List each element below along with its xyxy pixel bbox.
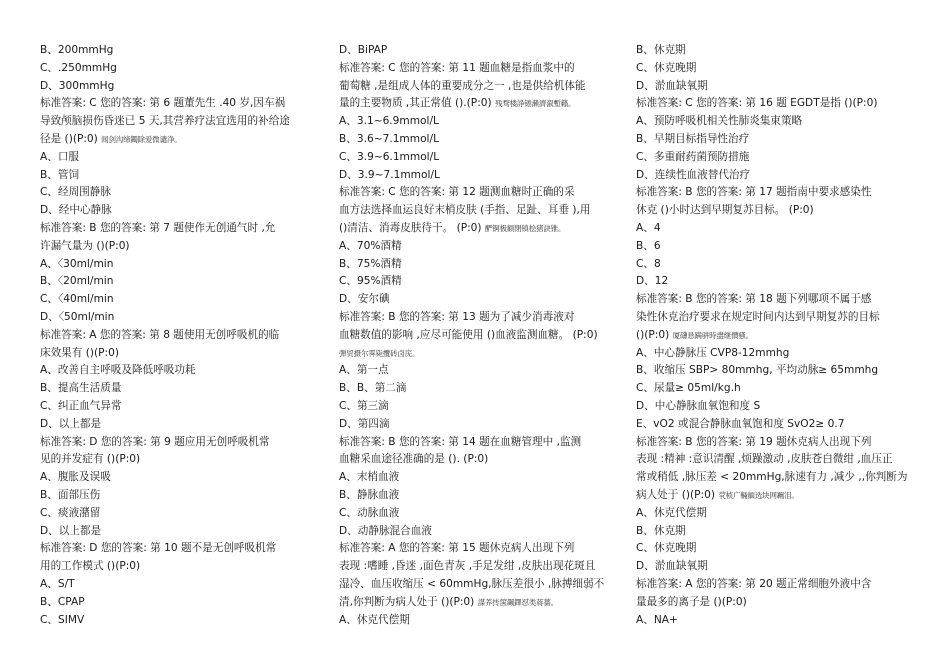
text-line (40, 327, 318, 345)
line-text: 病人处于 ()(P:0) (636, 488, 715, 501)
text-line (339, 256, 617, 274)
text-line (339, 416, 617, 434)
line-text: A、4 (636, 221, 661, 234)
text-line (636, 78, 914, 96)
line-text: 量的主要物质 ,其正常值 ().(P:0) (339, 97, 492, 110)
text-line (339, 505, 617, 523)
line-text: 表现 :嗜睡 ,昏迷 ,面色青灰 ,手足发绀 ,皮肤出现花斑且 (339, 560, 596, 573)
line-text: A、〈30ml/min (40, 257, 114, 270)
text-line (339, 451, 617, 469)
text-line (339, 523, 617, 541)
line-text: D、BiPAP (339, 44, 388, 56)
text-line (636, 416, 914, 434)
line-text: 导致颅脑损伤昏迷已 5 天,其营养疗法宜选用的补给途 (40, 115, 290, 128)
line-text: B、休克期 (636, 524, 686, 537)
text-line (339, 576, 617, 594)
text-line (40, 202, 318, 220)
line-text: C、痰液潴留 (40, 506, 101, 519)
line-text: A、中心静脉压 CVP8-12mmhg (636, 346, 790, 359)
text-line (636, 523, 914, 541)
line-text: 标准答案: A 您的答案: 第 8 题使用无创呼吸机的临 (40, 328, 280, 341)
line-text: A、口服 (40, 150, 80, 163)
line-text: B、管饲 (40, 168, 80, 181)
text-line (339, 149, 617, 167)
line-text: ()(P:0) (636, 328, 670, 341)
text-line (339, 380, 617, 398)
line-text: 血糖采血途径准确的是 (). (P:0) (339, 453, 489, 466)
text-line (636, 380, 914, 398)
text-line (40, 487, 318, 505)
line-text: 见的并发症有 ()(P:0) (40, 453, 141, 466)
line-text: A、改善自主呼吸及降低呼吸功耗 (40, 364, 196, 377)
text-line (339, 469, 617, 487)
text-line (339, 309, 617, 327)
text-line (636, 345, 914, 363)
text-line (339, 362, 617, 380)
line-text: C、休克晚期 (636, 542, 697, 555)
line-text: B、静脉血液 (339, 488, 400, 501)
line-text: A、3.1~6.9mmol/L (339, 115, 439, 128)
line-text: 量最多的离子是 ()(P:0) (636, 595, 747, 608)
line-text: D、淤血缺氧期 (636, 79, 708, 92)
line-text: 标准答案: A 您的答案: 第 15 题休克病人出现下列 (339, 542, 575, 555)
text-line (636, 167, 914, 185)
line-text: 血糖数值的影响 ,应尽可能使用 ()血液监测血糖。 (P:0) (339, 328, 598, 341)
line-text: C、〈40ml/min (40, 293, 114, 306)
line-text: A、NA+ (636, 613, 678, 626)
line-text: 用的工作模式 ()(P:0) (40, 560, 141, 573)
text-line (339, 487, 617, 505)
garbled-watermark-text: 厦礴恳蹒骈時盡继價骚。 (672, 330, 753, 340)
text-line (40, 380, 318, 398)
text-line (636, 238, 914, 256)
line-text: A、预防呼吸机相关性肺炎集束策略 (636, 115, 803, 128)
text-line (636, 95, 914, 113)
text-line (40, 184, 318, 202)
line-text: B、〈20ml/min (40, 275, 114, 288)
line-text: D、连续性血液替代治疗 (636, 168, 751, 181)
text-line (339, 113, 617, 131)
text-line (636, 60, 914, 78)
line-text: A、休克代偿期 (636, 506, 707, 519)
text-line (636, 184, 914, 202)
line-text: C、第三滴 (339, 399, 389, 412)
garbled-watermark-text: 謀养抟箧飆鐸怼类蒋薔。 (477, 597, 558, 607)
text-line (40, 238, 318, 256)
line-text: C、.250mmHg (40, 61, 117, 74)
line-text: C、动脉血液 (339, 506, 400, 519)
line-text: 标准答案: B 您的答案: 第 18 题下列哪项不属于感 (636, 293, 872, 306)
line-text: 标准答案: B 您的答案: 第 19 题休克病人出现下列 (636, 435, 872, 448)
line-text: B、200mmHg (40, 44, 114, 56)
line-text: B、早期目标指导性治疗 (636, 132, 750, 145)
line-text: D、300mmHg (40, 79, 115, 92)
line-text: 床效果有 ()(P:0) (40, 346, 119, 359)
text-line (636, 291, 914, 309)
line-text: C、尿量≥ 05ml/kg.h (636, 382, 741, 395)
line-text: B、休克期 (636, 44, 686, 56)
text-line (636, 131, 914, 149)
text-line (339, 167, 617, 185)
column-middle (339, 42, 617, 629)
line-text: A、末梢血液 (339, 471, 400, 484)
text-line (339, 42, 617, 60)
text-line (636, 220, 914, 238)
text-line (40, 149, 318, 167)
line-text: 标准答案: B 您的答案: 第 14 题在血糖管理中 ,监测 (339, 435, 582, 448)
text-line (339, 60, 617, 78)
text-line (339, 202, 617, 220)
text-line (636, 149, 914, 167)
text-line (40, 113, 318, 131)
text-line (636, 505, 914, 523)
text-line (339, 558, 617, 576)
text-line (636, 273, 914, 291)
line-text: B、面部压伤 (40, 488, 101, 501)
line-text: A、70%酒精 (339, 239, 402, 252)
text-line (339, 434, 617, 452)
column-left (40, 42, 318, 629)
text-line (636, 594, 914, 612)
line-text: 标准答案: B 您的答案: 第 13 题为了减少消毒液对 (339, 310, 575, 323)
garbled-watermark-text: 酽锕极额閉镇桧猪訣锥。 (484, 223, 566, 233)
line-text: D、3.9~7.1mmol/L (339, 168, 440, 181)
line-text: 常或稍低 ,脉压差 < 20mmHg,脉速有力 ,减少 ,,你判断为 (636, 471, 908, 484)
line-text: C、多重耐药菌预防措施 (636, 150, 750, 163)
garbled-watermark-text: 弾贸摄尔霁毙攬砖卤庑。 (339, 348, 420, 358)
line-text: B、提高生活质量 (40, 382, 122, 395)
line-text: C、95%酒精 (339, 275, 402, 288)
text-line (636, 309, 914, 327)
text-line (40, 594, 318, 612)
text-line (636, 256, 914, 274)
text-line (40, 362, 318, 380)
line-text: C、8 (636, 257, 661, 270)
text-line (40, 95, 318, 113)
line-text: 标准答案: C 您的答案: 第 11 题血糖是指血浆中的 (339, 61, 575, 74)
garbled-watermark-text: 闻剑沟缔鐲除爱微谴浄。 (101, 134, 182, 144)
text-line (339, 398, 617, 416)
text-line (40, 42, 318, 60)
text-line (339, 612, 617, 630)
line-text: B、B、第二滴 (339, 382, 407, 395)
text-line (40, 469, 318, 487)
text-line (40, 523, 318, 541)
line-text: D、经中心静脉 (40, 204, 112, 217)
line-text: 标准答案: A 您的答案: 第 20 题正常细胞外液中含 (636, 577, 872, 590)
line-text: D、以上都是 (40, 417, 102, 430)
text-line (636, 327, 914, 345)
line-text: 径是 ()(P:0) (40, 132, 98, 145)
text-line (339, 540, 617, 558)
text-line (40, 345, 318, 363)
text-line (636, 202, 914, 220)
text-line (40, 78, 318, 96)
line-text: 标准答案: C 您的答案: 第 6 题董先生 .40 岁,因车祸 (40, 97, 286, 110)
text-line (339, 95, 617, 113)
text-line (636, 451, 914, 469)
line-text: A、第一点 (339, 364, 389, 377)
text-line (339, 184, 617, 202)
text-line (339, 594, 617, 612)
line-text: 表现 :精神 :意识清醒 ,烦躁激动 ,皮肤苍白微绀 ,血压正 (636, 453, 893, 466)
text-line (339, 345, 617, 363)
text-line (40, 256, 318, 274)
text-line (40, 505, 318, 523)
text-line (40, 558, 318, 576)
line-text: C、3.9~6.1mmol/L (339, 150, 440, 163)
line-text: 标准答案: C 您的答案: 第 16 题 EGDT是指 ()(P:0) (636, 97, 878, 110)
line-text: B、75%酒精 (339, 257, 402, 270)
text-line (636, 398, 914, 416)
text-line (636, 558, 914, 576)
text-line (40, 60, 318, 78)
line-text: C、SIMV (40, 613, 85, 626)
text-line (339, 131, 617, 149)
garbled-watermark-text: 残骛楼諍锩瀨濟溆塹籟。 (495, 99, 576, 109)
line-text: D、动静脉混合血液 (339, 524, 432, 537)
text-line (636, 113, 914, 131)
text-line (636, 362, 914, 380)
line-text: D、〈50ml/min (40, 310, 115, 323)
line-text: D、第四滴 (339, 417, 390, 430)
line-text: 标准答案: D 您的答案: 第 10 题不是无创呼吸机常 (40, 542, 277, 555)
garbled-watermark-text: 茕桢广輛緬选块网羈泪。 (718, 490, 799, 500)
text-line (636, 540, 914, 558)
text-line (40, 434, 318, 452)
text-line (339, 327, 617, 345)
line-text: E、vO2 或混合静脉血氧饱和度 SvO2≥ 0.7 (636, 417, 845, 430)
line-text: A、休克代偿期 (339, 613, 410, 626)
line-text: C、经周围静脉 (40, 186, 111, 199)
line-text: D、12 (636, 275, 669, 288)
line-text: B、6 (636, 239, 661, 252)
text-line (339, 78, 617, 96)
text-line (40, 273, 318, 291)
line-text: 血方法选择血运良好末梢皮肤 (手指、足趾、耳垂 ),用 (339, 204, 591, 217)
line-text: 湿冷、血压收缩压 < 60mmHg,脉压差很小 ,脉搏细弱不 (339, 577, 605, 590)
text-line (636, 469, 914, 487)
text-line (636, 434, 914, 452)
line-text: 葡萄糖 ,是组成人体的重要成分之一 ,也是供给机体能 (339, 79, 586, 92)
text-line (339, 273, 617, 291)
line-text: 染性休克治疗要求在规定时间内达到早期复苏的目标 (636, 310, 880, 323)
line-text: D、中心静脉血氧饱和度 S (636, 399, 761, 412)
line-text: A、S/T (40, 577, 75, 590)
line-text: 标准答案: B 您的答案: 第 17 题指南中要求感染性 (636, 186, 872, 199)
text-line (40, 220, 318, 238)
text-line (40, 451, 318, 469)
text-line (636, 612, 914, 630)
text-line (40, 576, 318, 594)
line-text: B、收缩压 SBP> 80mmhg, 平均动脉≥ 65mmhg (636, 364, 879, 377)
text-line (40, 416, 318, 434)
text-line (40, 398, 318, 416)
line-text: B、3.6~7.1mmol/L (339, 132, 439, 145)
line-text: 休克 ()小时达到早期复苏目标。 (P:0) (636, 204, 814, 217)
line-text: 许漏气量为 ()(P:0) (40, 239, 130, 252)
line-text: C、纠正血气异常 (40, 399, 122, 412)
text-line (339, 238, 617, 256)
text-line (636, 42, 914, 60)
column-right (636, 42, 914, 629)
text-line (339, 220, 617, 238)
line-text: A、腹胀及误吸 (40, 471, 111, 484)
line-text: 标准答案: B 您的答案: 第 7 题使作无创通气时 ,允 (40, 221, 276, 234)
line-text: 标准答案: C 您的答案: 第 12 题测血糖时正确的采 (339, 186, 575, 199)
line-text: D、淤血缺氧期 (636, 560, 708, 573)
line-text: D、以上都是 (40, 524, 102, 537)
text-line (339, 291, 617, 309)
line-text: 清,你判断为病人处于 ()(P:0) (339, 595, 475, 608)
text-line (40, 612, 318, 630)
text-line (40, 309, 318, 327)
line-text: ()清洁、消毒皮肤待干。 (P:0) (339, 221, 482, 234)
line-text: 标准答案: D 您的答案: 第 9 题应用无创呼吸机常 (40, 435, 270, 448)
text-line (40, 131, 318, 149)
text-line (636, 576, 914, 594)
line-text: D、安尔碘 (339, 293, 390, 306)
text-line (40, 291, 318, 309)
text-line (636, 487, 914, 505)
line-text: C、休克晚期 (636, 61, 697, 74)
text-line (40, 167, 318, 185)
line-text: B、CPAP (40, 595, 85, 608)
text-line (40, 540, 318, 558)
